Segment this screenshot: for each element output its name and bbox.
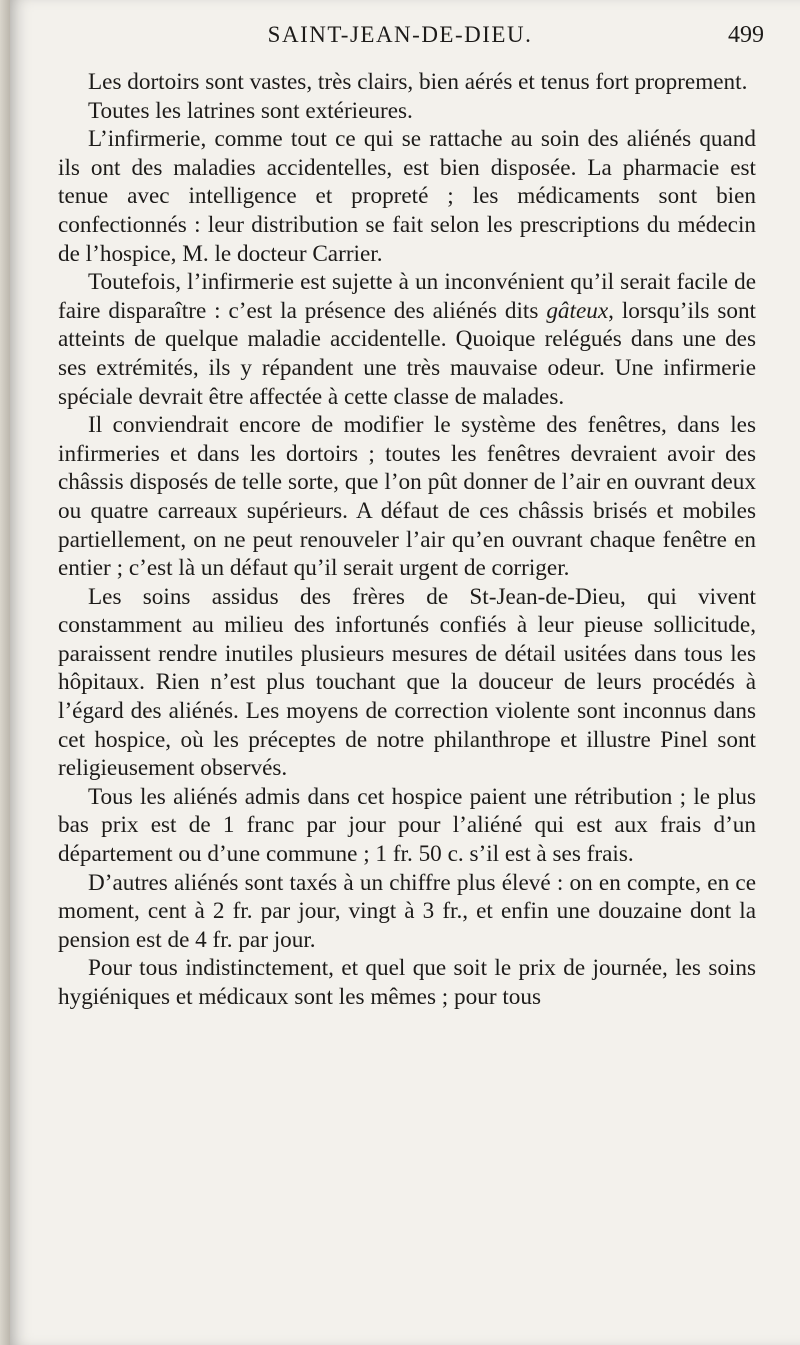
body-text — [58, 68, 756, 1012]
paragraph-latrines: Toutes les latrines sont extérieures. — [88, 97, 413, 124]
paragraph-dortoirs: Les dortoirs sont vastes, très clairs, bien aérés et tenus fort proprement. — [88, 69, 748, 95]
running-head — [0, 22, 800, 54]
paragraph-soins-freres: Les soins assidus des frères de St-Jean-de-Dieu, qui vivent constamment au milieu des infortunés confiés à leur pieuse sollicitude, paraissent rendre inutiles plusieurs mesures de détail usitées dans tous les hôpitaux. Rien n’est plus touchant que la douceur de leurs procédés à l’égard des aliénés. Les moyens de correction violente sont inconnus dans cet hospice, où les préceptes de notre philanthrope et illustre Pinel sont religieusement observés. — [58, 583, 756, 782]
italic-term-gateux: gâteux — [546, 297, 609, 324]
paragraph-toutefois-before: Toutefois, l’infirmerie est sujette à un inconvénient qu’il serait facile de faire disparaître : c’est la présence des aliénés dits — [58, 269, 756, 324]
paragraph-fenetres: Il conviendrait encore de modifier le système des fenêtres, dans les infirmeries et dans les dortoirs ; toutes les fenêtres devraient avoir des châssis disposés de telle sorte, que l’on pût donner de l’air en ouvrant deux ou quatre carreaux supérieurs. A défaut de ces châssis brisés et mobiles partiellement, on ne peut renouveler l’air qu’en ouvrant chaque fenêtre en entier ; c’est là un défaut qu’il serait urgent de corriger. — [58, 412, 756, 582]
paragraph-pour-tous: Pour tous indistinctement, et quel que soit le prix de journée, les soins hygiéniques et médicaux sont les mêmes ; pour tous — [58, 955, 756, 1010]
paragraph-toutefois-after: , lorsqu’ils sont atteints de quelque maladie accidentelle. Quoique relégués dans une des ses extrémités, ils y répandent une très mauvaise odeur. Une infirmerie spéciale devrait être affectée à cette classe de malades. — [58, 297, 756, 410]
paragraph-infirmerie: L’infirmerie, comme tout ce qui se rattache au soin des aliénés quand ils ont des maladies accidentelles, est bien disposée. La pharmacie est tenue avec intelligence et propreté ; les médicaments sont bien confectionnés : leur distribution se fait selon les prescriptions du médecin de l’hospice, M. le docteur Carrier. — [58, 126, 756, 267]
running-head-title: SAINT-JEAN-DE-DIEU. — [267, 22, 533, 47]
paragraph-taxes: D’autres aliénés sont taxés à un chiffre plus élevé : on en compte, en ce moment, cent à 2 fr. par jour, vingt à 3 fr., et enfin une douzaine dont la pension est de 4 fr. par jour. — [58, 869, 756, 953]
page-binding-edge — [0, 0, 10, 1345]
paragraph-retribution: Tous les aliénés admis dans cet hospice paient une rétribution ; le plus bas prix est de 1 franc par jour pour l’aliéné qui est aux frais d’un département ou d’une commune ; 1 fr. 50 c. s’il est à ses frais. — [58, 783, 756, 868]
paragraph-toutefois — [58, 268, 756, 411]
page-number: 499 — [728, 22, 764, 48]
